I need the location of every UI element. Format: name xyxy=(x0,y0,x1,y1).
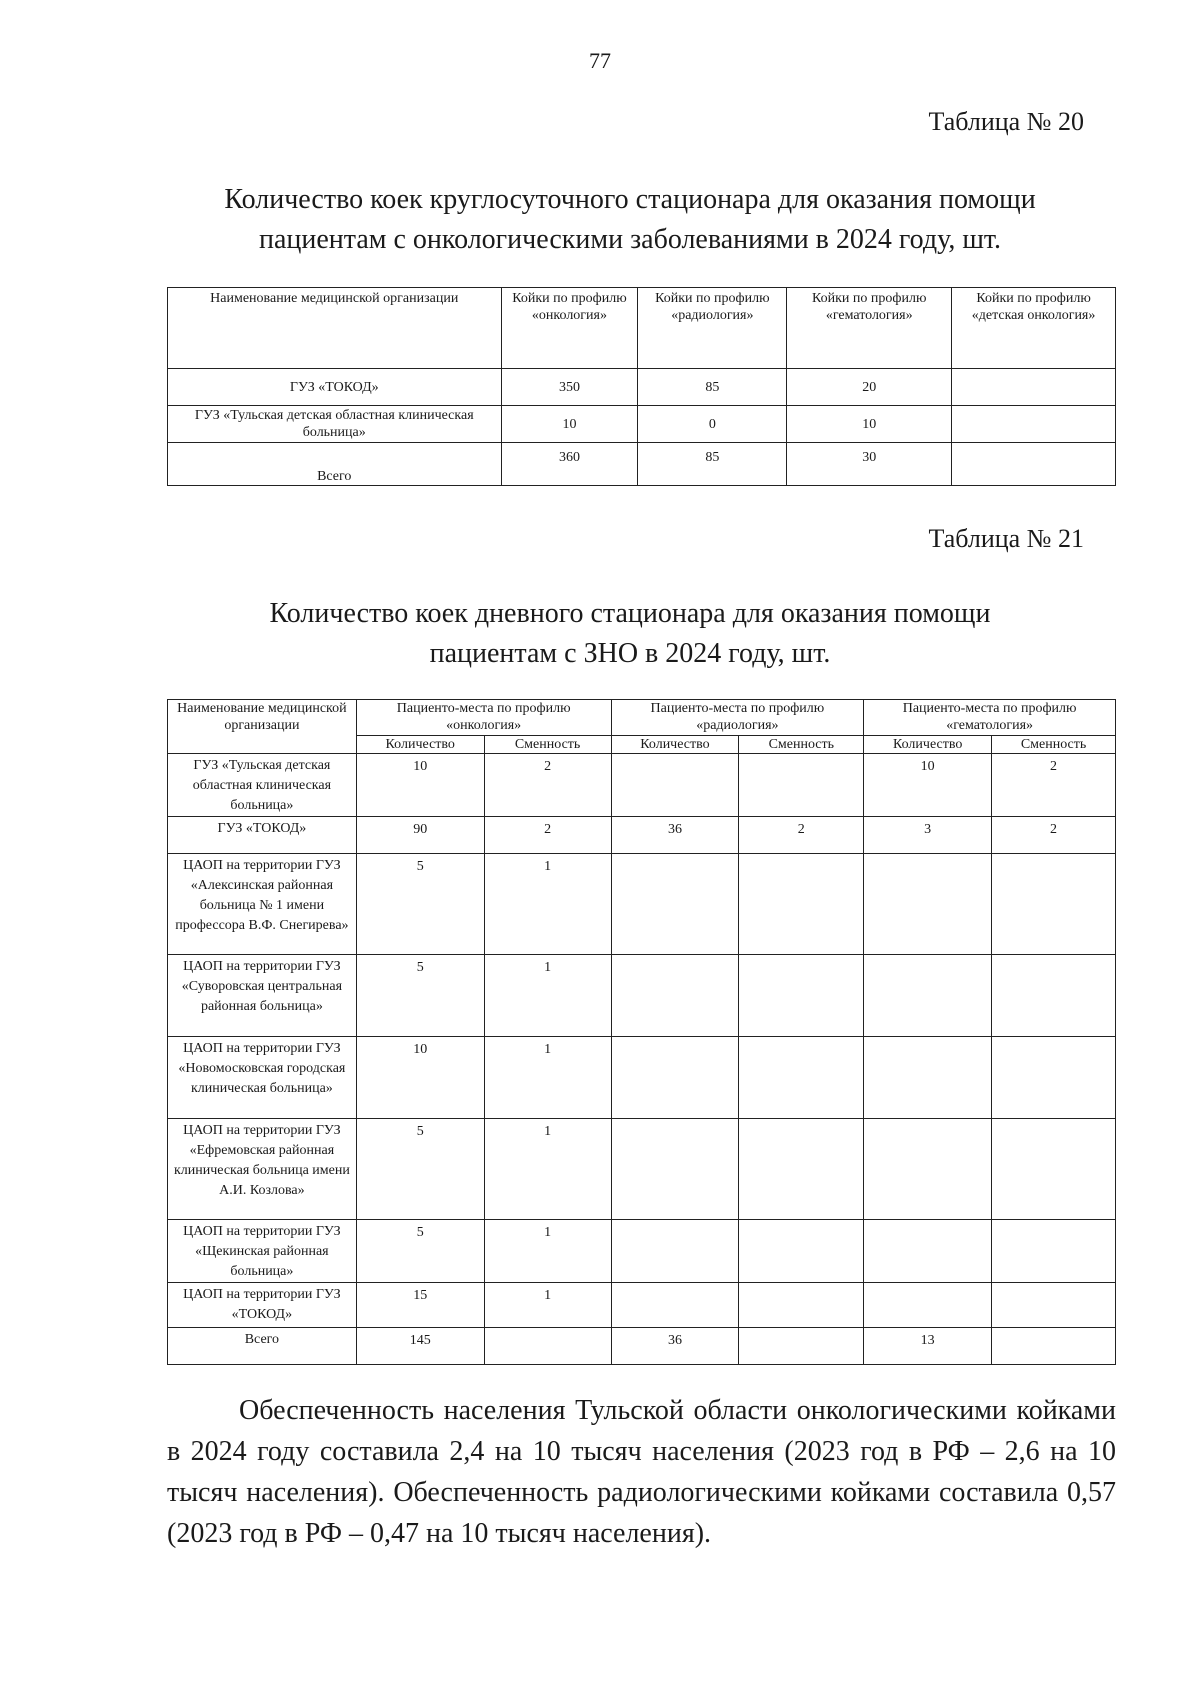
table21-cell xyxy=(992,1220,1116,1283)
table21-cell xyxy=(739,1328,864,1365)
table-row xyxy=(168,1283,1116,1328)
table20-title-line2: пациентам с онкологическими заболеваниями в 2024 году, шт. xyxy=(258,224,1002,255)
table20-cell xyxy=(952,406,1116,443)
table21-cell: 2 xyxy=(739,817,864,854)
table-row xyxy=(168,754,1116,817)
table21-cell: 36 xyxy=(611,1328,739,1365)
table21-cell: 1 xyxy=(484,1220,611,1283)
table21-cell xyxy=(992,1283,1116,1328)
table21-cell: 2 xyxy=(992,817,1116,854)
table-row xyxy=(168,369,1116,406)
table-row xyxy=(168,1119,1116,1220)
table21-subheader: Сменность xyxy=(484,736,611,754)
table-row xyxy=(168,817,1116,854)
table20-title-line1: Количество коек круглосуточного стационара для оказания помощи xyxy=(224,184,1036,215)
table21-cell xyxy=(611,754,739,817)
table20-cell: 85 xyxy=(638,443,787,486)
table20-header-child-oncology: Койки по профилю «детская онкология» xyxy=(952,288,1116,369)
table21-cell xyxy=(992,854,1116,955)
table20-header-oncology: Койки по профилю «онкология» xyxy=(501,288,638,369)
table21-cell xyxy=(992,1037,1116,1119)
table-row xyxy=(168,443,1116,486)
table21-subheader: Сменность xyxy=(739,736,864,754)
table20-cell: 10 xyxy=(501,406,638,443)
table20-label: Таблица № 20 xyxy=(928,107,1084,136)
table21-cell: 1 xyxy=(484,955,611,1037)
table21-cell xyxy=(864,955,992,1037)
table20-header-hematology: Койки по профилю «гематология» xyxy=(787,288,952,369)
table21-cell: ЦАОП на территории ГУЗ «ТОКОД» xyxy=(168,1283,357,1328)
table-row xyxy=(168,1037,1116,1119)
table21-cell: 1 xyxy=(484,1037,611,1119)
table21-cell xyxy=(864,854,992,955)
table21-cell: ЦАОП на территории ГУЗ «Ефремовская районная клиническая больница имени А.И. Козлова» xyxy=(168,1119,357,1220)
table21-cell: 13 xyxy=(864,1328,992,1365)
table21-cell: 145 xyxy=(356,1328,484,1365)
table20-cell: 0 xyxy=(638,406,787,443)
table21-cell: 2 xyxy=(484,817,611,854)
table20-header-radiology: Койки по профилю «радиология» xyxy=(638,288,787,369)
table21-cell xyxy=(864,1037,992,1119)
table21-cell: 90 xyxy=(356,817,484,854)
table21-cell: 1 xyxy=(484,854,611,955)
table21-cell xyxy=(611,854,739,955)
table21-cell xyxy=(611,955,739,1037)
table-row xyxy=(168,406,1116,443)
table20-cell: 360 xyxy=(501,443,638,486)
table21-group-oncology: Пациенто-места по профилю «онкология» xyxy=(356,700,611,736)
table21-cell xyxy=(611,1037,739,1119)
table21-cell: 10 xyxy=(356,1037,484,1119)
page-number: 77 xyxy=(589,48,611,73)
table21 xyxy=(167,699,1116,1365)
table21-cell: 10 xyxy=(356,754,484,817)
table21-cell xyxy=(739,1119,864,1220)
table21-cell: 5 xyxy=(356,1119,484,1220)
table21-subheader: Количество xyxy=(611,736,739,754)
table21-subheader: Количество xyxy=(864,736,992,754)
table21-cell xyxy=(484,1328,611,1365)
table20-header-org: Наименование медицинской организации xyxy=(168,288,502,369)
table21-group-hematology: Пациенто-места по профилю «гематология» xyxy=(864,700,1116,736)
table21-cell: 2 xyxy=(484,754,611,817)
table21-cell: ГУЗ «Тульская детская областная клиническая больница» xyxy=(168,754,357,817)
table-row xyxy=(168,955,1116,1037)
table-row xyxy=(168,854,1116,955)
table21-cell xyxy=(611,1220,739,1283)
table21-cell xyxy=(992,1328,1116,1365)
table21-cell: 5 xyxy=(356,1220,484,1283)
table21-cell: ЦАОП на территории ГУЗ «Суворовская центральная районная больница» xyxy=(168,955,357,1037)
table20-cell: ГУЗ «ТОКОД» xyxy=(168,369,502,406)
table21-cell xyxy=(611,1283,739,1328)
table21-cell xyxy=(739,1220,864,1283)
table21-cell: 36 xyxy=(611,817,739,854)
table21-header-org: Наименование медицинской организации xyxy=(168,700,357,754)
summary-paragraph xyxy=(167,1390,1116,1554)
table21-cell: 5 xyxy=(356,854,484,955)
table21-cell: 15 xyxy=(356,1283,484,1328)
table21-title-line2: пациентам с ЗНО в 2024 году, шт. xyxy=(429,638,831,669)
table21-cell: 2 xyxy=(992,754,1116,817)
table21-cell xyxy=(992,955,1116,1037)
table20-cell: 10 xyxy=(787,406,952,443)
table21-cell xyxy=(739,754,864,817)
table21-cell xyxy=(611,1119,739,1220)
table21-cell: 10 xyxy=(864,754,992,817)
table21-title-line1: Количество коек дневного стационара для оказания помощи xyxy=(269,598,991,629)
table21-cell: 3 xyxy=(864,817,992,854)
table21-cell xyxy=(864,1283,992,1328)
table21-cell: ГУЗ «ТОКОД» xyxy=(168,817,357,854)
table20-cell: 85 xyxy=(638,369,787,406)
table-row xyxy=(168,1220,1116,1283)
table21-cell: 1 xyxy=(484,1283,611,1328)
table21-cell: Всего xyxy=(168,1328,357,1365)
table21-cell: 5 xyxy=(356,955,484,1037)
table20-cell: ГУЗ «Тульская детская областная клиническая больница» xyxy=(168,406,502,443)
table20-cell: 350 xyxy=(501,369,638,406)
table21-label: Таблица № 21 xyxy=(928,524,1084,553)
table21-cell xyxy=(739,1037,864,1119)
summary-paragraph-text: Обеспеченность населения Тульской области онкологическими койками в 2024 году составила 2,4 на 10 тысяч населения (2023 год в РФ – 2,6 на 10 тысяч населения). Обеспеченность радиологическими койками составила 0,57 (2023 год в РФ – 0,47 на 10 тысяч населения). xyxy=(167,1395,1116,1549)
table21-group-radiology: Пациенто-места по профилю «радиология» xyxy=(611,700,864,736)
table20-title xyxy=(160,180,1100,260)
table21-title xyxy=(160,594,1100,674)
table21-cell xyxy=(992,1119,1116,1220)
table-row xyxy=(168,1328,1116,1365)
table20-cell xyxy=(952,443,1116,486)
table20-cell: 30 xyxy=(787,443,952,486)
table21-cell: ЦАОП на территории ГУЗ «Щекинская районная больница» xyxy=(168,1220,357,1283)
table21-cell: ЦАОП на территории ГУЗ «Алексинская районная больница № 1 имени профессора В.Ф. Снегирева» xyxy=(168,854,357,955)
table21-subheader: Сменность xyxy=(992,736,1116,754)
table20-cell: Всего xyxy=(168,443,502,486)
table21-cell xyxy=(739,1283,864,1328)
table20-cell: 20 xyxy=(787,369,952,406)
table20 xyxy=(167,287,1116,486)
table21-cell xyxy=(864,1119,992,1220)
table21-cell xyxy=(739,854,864,955)
table21-cell: 1 xyxy=(484,1119,611,1220)
table21-cell: ЦАОП на территории ГУЗ «Новомосковская городская клиническая больница» xyxy=(168,1037,357,1119)
table21-cell xyxy=(864,1220,992,1283)
table21-subheader: Количество xyxy=(356,736,484,754)
table21-cell xyxy=(739,955,864,1037)
table20-cell xyxy=(952,369,1116,406)
